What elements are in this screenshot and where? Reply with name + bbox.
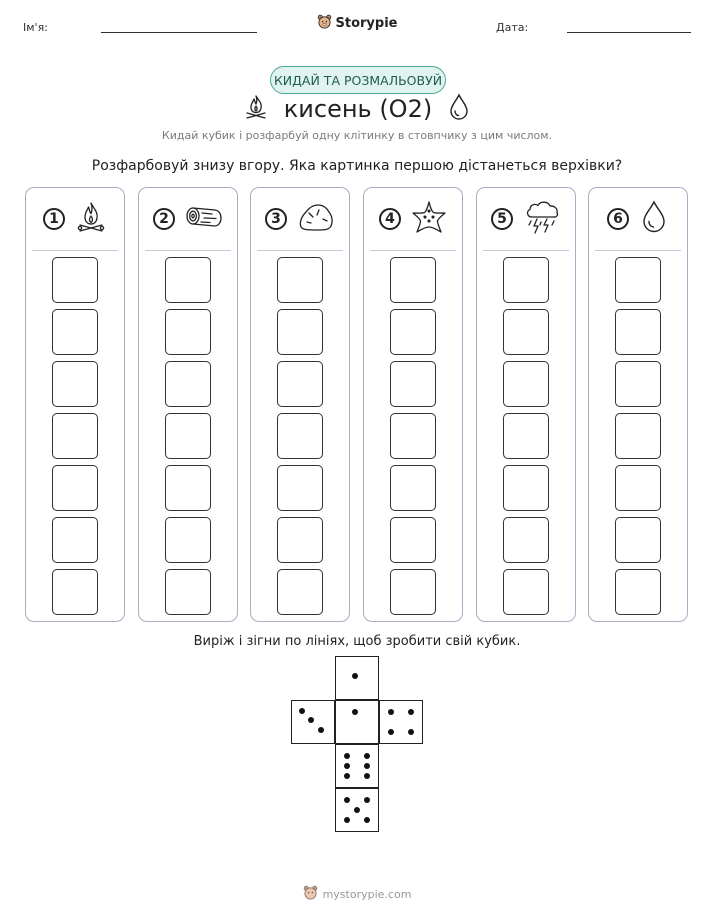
color-box[interactable] [390, 569, 436, 615]
column-number: 3 [265, 208, 287, 230]
column-header [26, 188, 124, 250]
die-pip [344, 797, 350, 803]
campfire-icon [242, 93, 270, 125]
footer [0, 885, 714, 903]
color-box[interactable] [503, 465, 549, 511]
color-box[interactable] [52, 257, 98, 303]
die-pip [344, 763, 350, 769]
brand-logo [0, 14, 714, 33]
column-number: 4 [379, 208, 401, 230]
color-box[interactable] [390, 361, 436, 407]
color-box[interactable] [503, 569, 549, 615]
water-drop-icon [446, 93, 472, 125]
color-box[interactable] [52, 569, 98, 615]
color-box[interactable] [277, 309, 323, 355]
die-pip [344, 753, 350, 759]
color-box[interactable] [390, 465, 436, 511]
bear-icon [317, 14, 332, 33]
subtitle: Кидай кубик і розфарбуй одну клітинку в стовпчику з цим числом. [161, 129, 553, 142]
die-pip [308, 717, 314, 723]
color-box[interactable] [52, 361, 98, 407]
color-box[interactable] [615, 309, 661, 355]
die-pip [364, 817, 370, 823]
color-box[interactable] [277, 257, 323, 303]
date-label: Дата: [496, 21, 529, 34]
color-box[interactable] [277, 569, 323, 615]
color-box[interactable] [165, 309, 211, 355]
bear-icon [303, 885, 318, 903]
column-header [139, 188, 237, 250]
color-box[interactable] [615, 361, 661, 407]
column-number: 5 [491, 208, 513, 230]
color-box[interactable] [277, 517, 323, 563]
activity-badge: КИДАЙ ТА РОЗМАЛЬОВУЙ [270, 66, 446, 94]
color-box[interactable] [615, 569, 661, 615]
color-box[interactable] [503, 309, 549, 355]
color-box[interactable] [615, 257, 661, 303]
column-3 [250, 187, 350, 622]
title-row [0, 90, 714, 128]
column-header [477, 188, 575, 250]
die-face-1 [335, 700, 379, 744]
footer-url[interactable]: mystorypie.com [322, 887, 412, 901]
color-box[interactable] [165, 257, 211, 303]
column-number: 6 [607, 208, 629, 230]
log-icon [185, 202, 223, 236]
die-pip [354, 807, 360, 813]
column-header [589, 188, 687, 250]
die-face-6 [335, 744, 379, 788]
die-pip [352, 673, 358, 679]
date-line [567, 32, 691, 33]
color-box[interactable] [615, 413, 661, 459]
color-box[interactable] [503, 361, 549, 407]
die-face-5 [335, 788, 379, 832]
color-box[interactable] [503, 413, 549, 459]
color-box[interactable] [52, 309, 98, 355]
color-box[interactable] [390, 257, 436, 303]
column-number: 1 [43, 208, 65, 230]
color-box[interactable] [277, 413, 323, 459]
die-face-4 [379, 700, 423, 744]
column-2 [138, 187, 238, 622]
color-box[interactable] [52, 465, 98, 511]
die-pip [408, 729, 414, 735]
die-pip [408, 709, 414, 715]
color-box[interactable] [615, 465, 661, 511]
die-pip [364, 753, 370, 759]
die-face-1 [335, 656, 379, 700]
column-4 [363, 187, 463, 622]
color-box[interactable] [277, 465, 323, 511]
color-box[interactable] [165, 413, 211, 459]
storm-cloud-icon [523, 199, 561, 239]
die-face-3 [291, 700, 335, 744]
color-box[interactable] [52, 413, 98, 459]
color-box[interactable] [503, 257, 549, 303]
color-box[interactable] [165, 465, 211, 511]
color-box[interactable] [390, 517, 436, 563]
color-box[interactable] [390, 309, 436, 355]
brand-name: Storypie [335, 16, 398, 31]
die-pip [364, 797, 370, 803]
die-pip [344, 817, 350, 823]
die-pip [299, 708, 305, 714]
die-pip [388, 709, 394, 715]
color-box[interactable] [165, 517, 211, 563]
cut-instruction: Виріж і зігни по лініях, щоб зробити свій кубик. [193, 634, 521, 649]
water-drop-icon [639, 200, 669, 238]
color-box[interactable] [165, 361, 211, 407]
color-box[interactable] [52, 517, 98, 563]
die-pip [388, 729, 394, 735]
column-6 [588, 187, 688, 622]
column-5 [476, 187, 576, 622]
die-pip [344, 773, 350, 779]
page-title: кисень (O2) [283, 95, 433, 123]
color-box[interactable] [390, 413, 436, 459]
color-box[interactable] [165, 569, 211, 615]
name-label: Ім'я: [23, 21, 48, 34]
die-pip [318, 727, 324, 733]
die-pip [364, 773, 370, 779]
column-header [251, 188, 349, 250]
color-box[interactable] [615, 517, 661, 563]
campfire-icon [75, 200, 107, 238]
die-pip [352, 709, 358, 715]
rock-icon [297, 201, 335, 237]
color-box[interactable] [277, 361, 323, 407]
die-pip [364, 763, 370, 769]
instruction: Розфарбовуй знизу вгору. Яка картинка першою дістанеться верхівки? [91, 158, 623, 174]
column-1 [25, 187, 125, 622]
column-number: 2 [153, 208, 175, 230]
column-header [364, 188, 462, 250]
color-box[interactable] [503, 517, 549, 563]
starfish-icon [411, 200, 447, 238]
